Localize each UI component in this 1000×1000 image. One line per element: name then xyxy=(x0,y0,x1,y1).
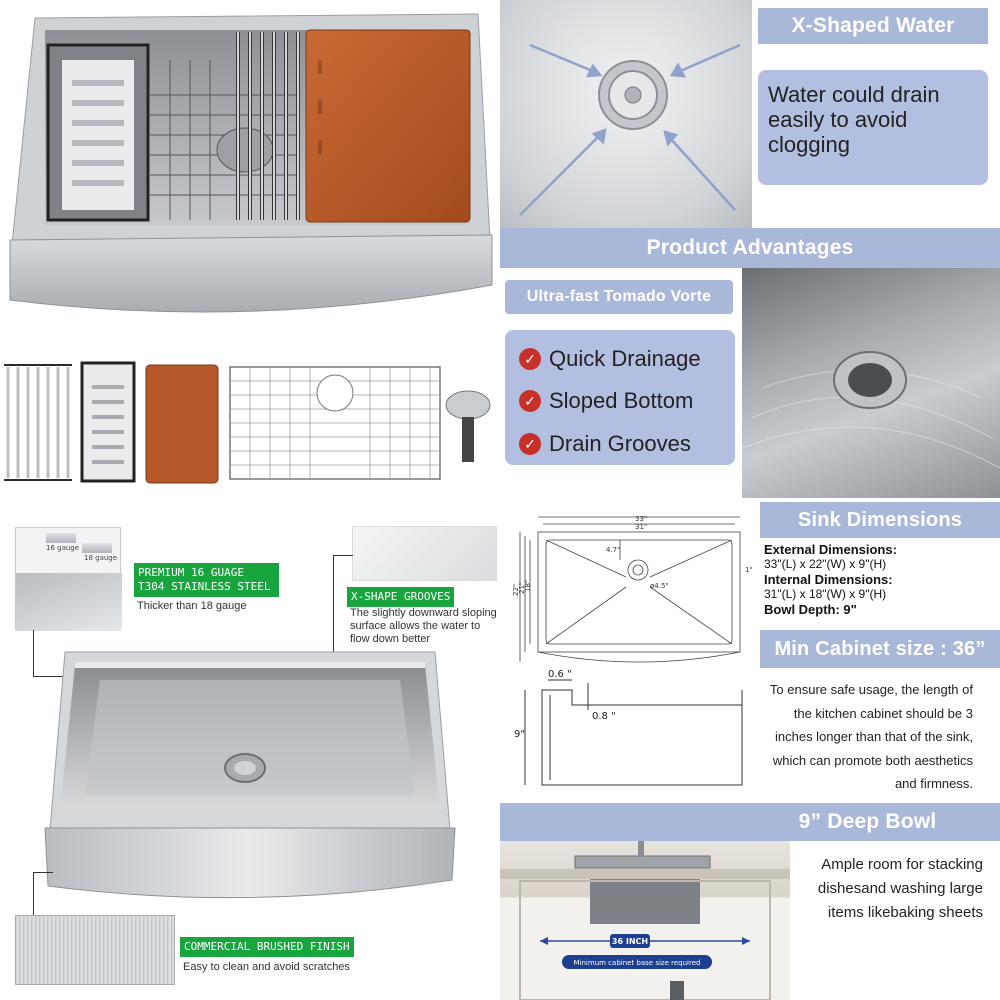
dim-width-inner: 18" xyxy=(524,579,532,592)
sink-hero-image xyxy=(0,0,500,335)
brushed-finish-sample xyxy=(15,915,175,985)
drain-closeup-image xyxy=(500,0,752,228)
dim-outer-length: 33" xyxy=(635,515,648,523)
grooves-sample-image xyxy=(352,526,497,581)
finish-caption: Easy to clean and avoid scratches xyxy=(183,961,350,973)
grooves-caption: The slightly downward sloping surface allows the water to flow down better xyxy=(350,607,497,645)
cabinet-install-illustration xyxy=(500,841,790,1000)
cabinet-install-image xyxy=(500,841,790,1000)
product-advantages-title: Product Advantages xyxy=(500,228,1000,268)
side-view-drawing xyxy=(510,665,760,800)
dim-width-outer: 22" xyxy=(512,583,520,596)
x-water-panel xyxy=(752,0,1000,228)
steel-label: PREMIUM 16 GUAGE T304 STAINLESS STEEL xyxy=(134,563,279,597)
dimension-drawing-side xyxy=(510,665,760,800)
advantage-item-label: Drain Grooves xyxy=(549,431,691,456)
advantage-item xyxy=(519,424,721,464)
min-cabinet-title: Min Cabinet size : 36” xyxy=(760,630,1000,668)
advantage-item-label: Quick Drainage xyxy=(549,346,701,371)
internal-dim-value: 31"(L) x 18"(W) x 9"(H) xyxy=(764,587,887,601)
vortex-drain-illustration xyxy=(742,268,1000,498)
gauge-comparison-image xyxy=(15,527,121,630)
gauge-corner-sample xyxy=(16,573,122,631)
gauge-right-label: 18 gauge xyxy=(84,554,118,562)
deep-bowl-text: Ample room for stacking dishesand washing large items likebaking sheets xyxy=(817,856,983,921)
dim-drain-offset: 4.7" xyxy=(606,546,621,554)
dimensions-text xyxy=(764,542,1000,617)
water-vortex-image xyxy=(742,268,1000,498)
dim-inner-length: 31" xyxy=(635,523,648,531)
steel-caption: Thicker than 18 gauge xyxy=(137,600,247,612)
check-circle-icon: ✓ xyxy=(519,433,541,455)
advantage-item xyxy=(519,340,721,378)
sink-hero-illustration xyxy=(0,0,500,335)
gauge-right-sample xyxy=(82,543,112,553)
gauge-left-label: 16 gauge xyxy=(46,544,80,552)
cabinet-measure-label: 36 INCH xyxy=(611,937,649,946)
x-water-description: Water could drain easily to avoid clogging xyxy=(768,82,940,157)
x-shaped-water-title: X-Shaped Water xyxy=(758,8,988,44)
bowl-depth: Bowl Depth: 9" xyxy=(764,602,857,617)
dim-drain-dia: ø4.5" xyxy=(650,582,669,590)
sink-dimensions-title: Sink Dimensions xyxy=(760,502,1000,538)
dim-edge: 1" xyxy=(745,566,753,574)
dim-lip: 0.6 " xyxy=(548,669,572,680)
advantages-subtitle: Ultra-fast Tomado Vorte xyxy=(505,280,733,314)
accessories-row xyxy=(0,355,500,490)
deep-bowl-title: 9” Deep Bowl xyxy=(500,803,1000,841)
dim-width-mid: 21" xyxy=(518,581,526,594)
dim-step: 0.8 " xyxy=(592,711,616,722)
internal-dim-label: Internal Dimensions: xyxy=(764,572,893,587)
x-water-description-box xyxy=(758,70,988,185)
accessories-illustration xyxy=(0,355,500,490)
check-circle-icon: ✓ xyxy=(519,348,541,370)
external-dim-value: 33"(L) x 22"(W) x 9"(H) xyxy=(764,557,887,571)
finish-label: COMMERCIAL BRUSHED FINISH xyxy=(180,937,354,957)
drain-arrows-illustration xyxy=(500,0,752,228)
top-view-drawing xyxy=(510,512,770,682)
sink-front-image xyxy=(40,650,460,905)
advantages-list-box xyxy=(505,330,735,465)
advantage-item-label: Sloped Bottom xyxy=(549,388,694,413)
dim-depth: 9" xyxy=(514,729,525,740)
check-circle-icon: ✓ xyxy=(519,390,541,412)
external-dim-label: External Dimensions: xyxy=(764,542,897,557)
advantage-item xyxy=(519,378,721,424)
dimensions-panel xyxy=(760,498,1000,640)
gauge-left-sample xyxy=(46,533,76,543)
grooves-label: X-SHAPE GROOVES xyxy=(347,587,454,607)
cabinet-measure-caption: Minimum cabinet base size required xyxy=(573,959,701,967)
dimension-drawing-top xyxy=(510,512,770,682)
cabinet-text: To ensure safe usage, the length of the kitchen cabinet should be 3 inches longer than that of the sink, which can promote both aesthetics and firmness. xyxy=(769,682,973,791)
callout-line-finish xyxy=(33,872,53,920)
sink-front-illustration xyxy=(40,650,460,905)
